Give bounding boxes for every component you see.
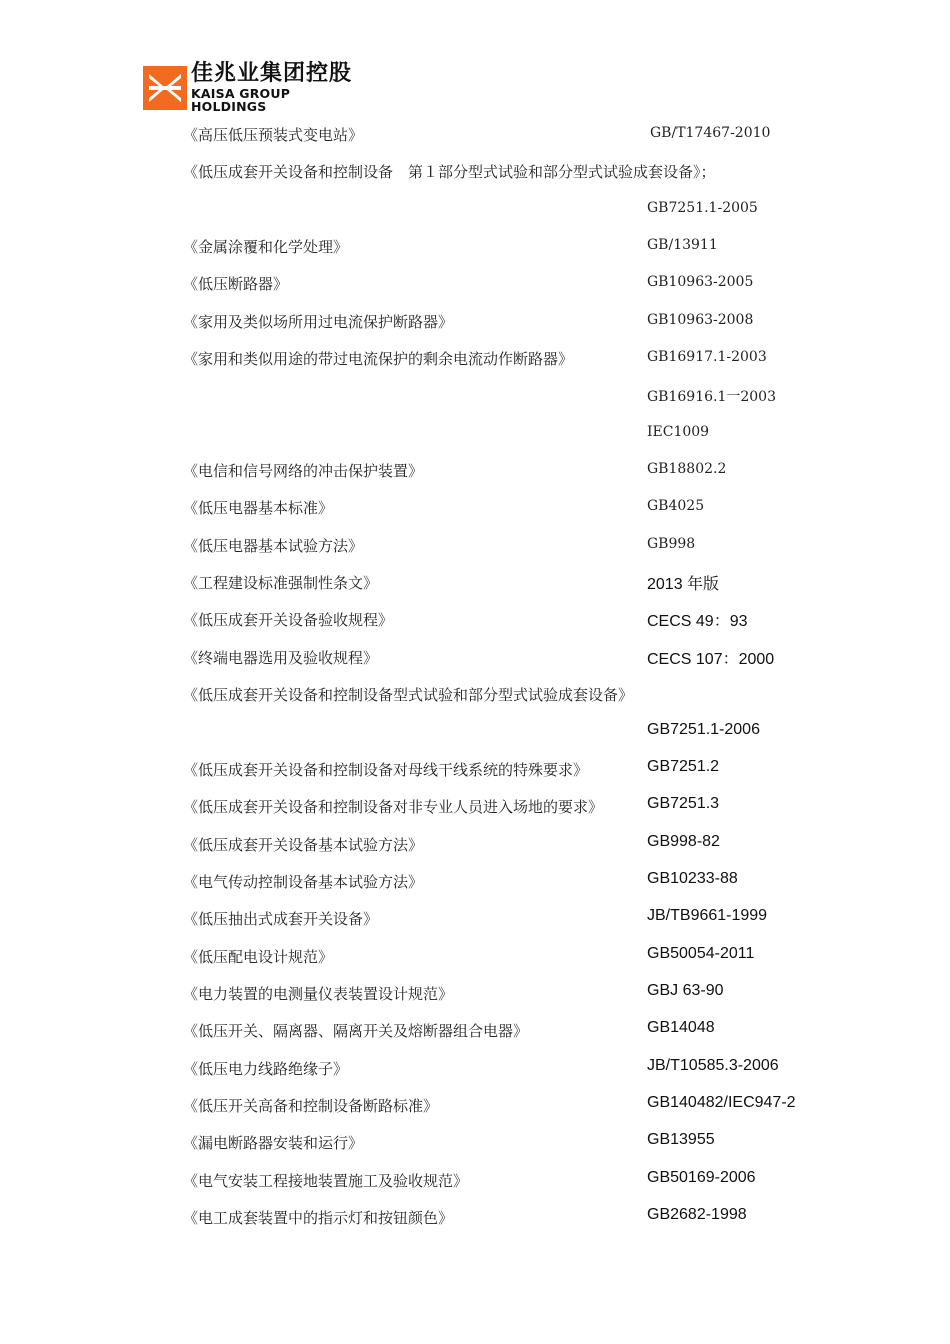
standard-row: [183, 153, 843, 190]
standard-code: GB18802.2: [647, 461, 727, 478]
standard-title: 《低压电力线路绝缘子》: [183, 1059, 349, 1078]
logo-text: [191, 63, 363, 113]
standard-title: 《电信和信号网络的冲击保护装置》: [183, 462, 424, 481]
standard-title: 《低压成套开关设备和控制设备型式试验和部分型式试验成套设备》: [183, 686, 634, 705]
standard-code: JB/TB9661-1999: [647, 907, 768, 925]
standard-row: [183, 191, 843, 228]
standard-code: GBJ 63-90: [647, 981, 724, 999]
standard-title: 《家用及类似场所用过电流保护断路器》: [183, 312, 454, 331]
standard-code: GB998: [647, 535, 696, 552]
standard-row: [183, 228, 843, 265]
standard-code: GB10963-2005: [647, 274, 754, 291]
standard-code: GB16916.1一2003: [647, 389, 776, 406]
standard-row: [183, 601, 843, 638]
standard-code: CECS 107：2000: [647, 650, 775, 668]
standard-title: 《家用和类似用途的带过电流保护的剩余电流动作断路器》: [183, 350, 574, 369]
standard-code: GB7251.2: [647, 757, 720, 775]
standard-title: 《工程建设标准强制性条文》: [183, 574, 379, 593]
standard-row: [183, 340, 843, 377]
standard-title: 《低压断路器》: [183, 275, 289, 294]
standard-code: GB7251.3: [647, 795, 720, 813]
standard-row: [183, 639, 843, 676]
standard-code: GB14048: [647, 1019, 715, 1037]
standard-title: 《低压成套开关设备和控制设备 第１部分型式试验和部分型式试验成套设备》；: [183, 163, 716, 182]
standard-row: [183, 377, 843, 414]
standard-title: 《电气传动控制设备基本试验方法》: [183, 872, 424, 891]
standard-title: 《终端电器选用及验收规程》: [183, 648, 379, 667]
standard-title: 《电力装置的电测量仪表装置设计规范》: [183, 984, 454, 1003]
standard-code: GB2682-1998: [647, 1205, 747, 1223]
standard-code: GB/13911: [647, 237, 718, 254]
standard-title: 《低压开关、隔离器、隔离开关及熔断器组合电器》: [183, 1022, 529, 1041]
standards-list: [183, 116, 843, 1236]
kaisa-logo-icon: [143, 66, 187, 110]
standard-title: 《低压开关高备和控制设备断路标准》: [183, 1096, 439, 1115]
standard-row: [183, 303, 843, 340]
standard-row: [183, 527, 843, 564]
standard-row: [183, 452, 843, 489]
standard-code: GB10233-88: [647, 869, 738, 887]
standard-row: [183, 863, 843, 900]
standard-title: 《金属涂覆和化学处理》: [183, 238, 349, 257]
standard-title: 《低压成套开关设备和控制设备对母线干线系统的特殊要求》: [183, 760, 589, 779]
standard-code: CECS 49：93: [647, 613, 748, 631]
standard-code: GB50054-2011: [647, 944, 755, 962]
standard-code: GB7251.1-2006: [647, 720, 760, 738]
standard-title: 《高压低压预装式变电站》: [183, 126, 364, 144]
standard-title: 《低压成套开关设备基本试验方法》: [183, 835, 424, 854]
standard-row: [183, 938, 843, 975]
standard-code: GB998-82: [647, 832, 720, 850]
standard-title: 《低压配电设计规范》: [183, 947, 334, 966]
standard-title: 《低压电器基本试验方法》: [183, 536, 364, 555]
standard-code: JB/T10585.3-2006: [647, 1056, 779, 1074]
standard-code: GB/T17467-2010: [650, 125, 771, 141]
standard-code: GB16917.1-2003: [647, 349, 767, 366]
standard-row: [183, 1012, 843, 1049]
standard-row: [183, 900, 843, 937]
standard-code: GB50169-2006: [647, 1168, 756, 1186]
standard-row: [183, 1087, 843, 1124]
standard-title: 《低压成套开关设备和控制设备对非专业人员进入场地的要求》: [183, 798, 604, 817]
standard-code: GB13955: [647, 1131, 715, 1149]
standard-row: [183, 489, 843, 526]
standard-code: 2013 年版: [647, 576, 720, 594]
standard-row: [183, 1199, 843, 1236]
standard-row: [183, 788, 843, 825]
standard-title: 《低压电器基本标准》: [183, 499, 334, 518]
standard-title: 《低压成套开关设备验收规程》: [183, 611, 394, 630]
standard-code: GB7251.1-2005: [647, 199, 758, 216]
standard-title: 《低压抽出式成套开关设备》: [183, 910, 379, 929]
standard-title: 《电气安装工程接地装置施工及验收规范》: [183, 1171, 469, 1190]
standard-code: GB140482/IEC947-2: [647, 1093, 796, 1111]
standard-code: GB10963-2008: [647, 311, 754, 328]
standard-title: 《电工成套装置中的指示灯和按钮颜色》: [183, 1208, 454, 1227]
standard-row: [183, 751, 843, 788]
standard-row: [183, 1124, 843, 1161]
logo-english-name: KAISA GROUP HOLDINGS: [191, 86, 291, 114]
standard-row: [183, 564, 843, 601]
company-logo: [143, 61, 363, 114]
standard-row: [183, 116, 843, 153]
standard-row: [183, 975, 843, 1012]
standard-title: 《漏电断路器安装和运行》: [183, 1134, 364, 1153]
standard-row: [183, 265, 843, 302]
standard-row: [183, 714, 843, 751]
standard-code: IEC1009: [647, 423, 710, 440]
standard-code: GB4025: [647, 498, 705, 515]
standard-row: [183, 1162, 843, 1199]
standard-row: [183, 676, 843, 713]
standard-row: [183, 415, 843, 452]
standard-row: [183, 826, 843, 863]
logo-chinese-name: 佳兆业集团控股: [191, 61, 353, 86]
standard-row: [183, 1050, 843, 1087]
